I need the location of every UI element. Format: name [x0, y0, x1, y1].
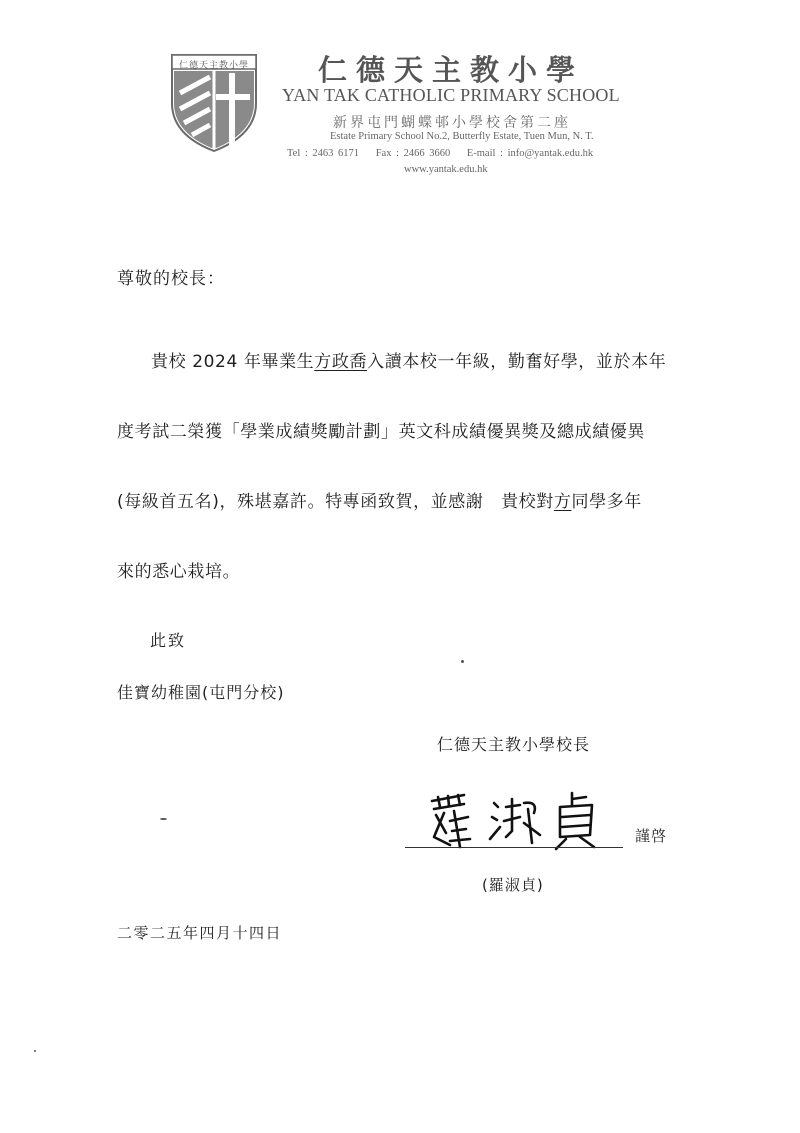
school-name-chinese: 仁德天主教小學	[318, 53, 585, 87]
address-chinese: 新界屯門蝴蝶邨小學校舍第二座	[333, 115, 571, 131]
student-name: 方政喬	[314, 352, 368, 372]
text-segment: (每級首五名)，殊堪嘉許。特專函致賀，並感謝 貴校對	[117, 492, 554, 512]
text-segment: 同學多年	[571, 492, 642, 512]
fax: Fax : 2466 3660	[375, 148, 451, 159]
letter-paragraph	[117, 327, 692, 607]
text-segment: 貴校 2024 年畢業生	[151, 352, 315, 372]
website: www.yantak.edu.hk	[404, 164, 488, 175]
address-english: Estate Primary School No.2, Butterfly Estate, Tuen Mun, N. T.	[330, 131, 594, 142]
paragraph-line	[117, 467, 692, 537]
crest-lettering: 仁德天主教小學	[178, 61, 249, 71]
recipient: 佳寶幼稚園(屯門分校)	[117, 683, 285, 702]
paragraph-line	[117, 327, 692, 397]
salutation: 尊敬的校長：	[117, 269, 225, 289]
respectfully-closing: 謹啓	[635, 827, 668, 845]
text-segment: 入讀本校一年級，勤奮好學，並於本年	[367, 352, 667, 372]
letter-date: 二零二五年四月十四日	[117, 924, 283, 942]
paragraph-line: 來的悉心栽培。	[117, 562, 241, 582]
scan-speck	[461, 660, 464, 663]
signature-line	[405, 847, 623, 848]
school-name-english: YAN TAK CATHOLIC PRIMARY SCHOOL	[282, 85, 620, 105]
telephone: Tel : 2463 6171	[287, 148, 360, 159]
contact-line	[287, 148, 605, 159]
sender-title: 仁德天主教小學校長	[437, 735, 591, 754]
email: E-mail : info@yantak.edu.hk	[466, 148, 594, 159]
student-surname: 方	[553, 492, 572, 512]
printed-name: (羅淑貞)	[482, 876, 544, 894]
closing-phrase: 此致	[150, 631, 187, 650]
scan-speck	[34, 1050, 36, 1052]
handwritten-signature	[420, 787, 620, 853]
paragraph-line: 度考試二榮獲「學業成績獎勵計劃」英文科成績優異獎及總成績優異	[117, 422, 645, 442]
scan-speck	[160, 818, 167, 820]
